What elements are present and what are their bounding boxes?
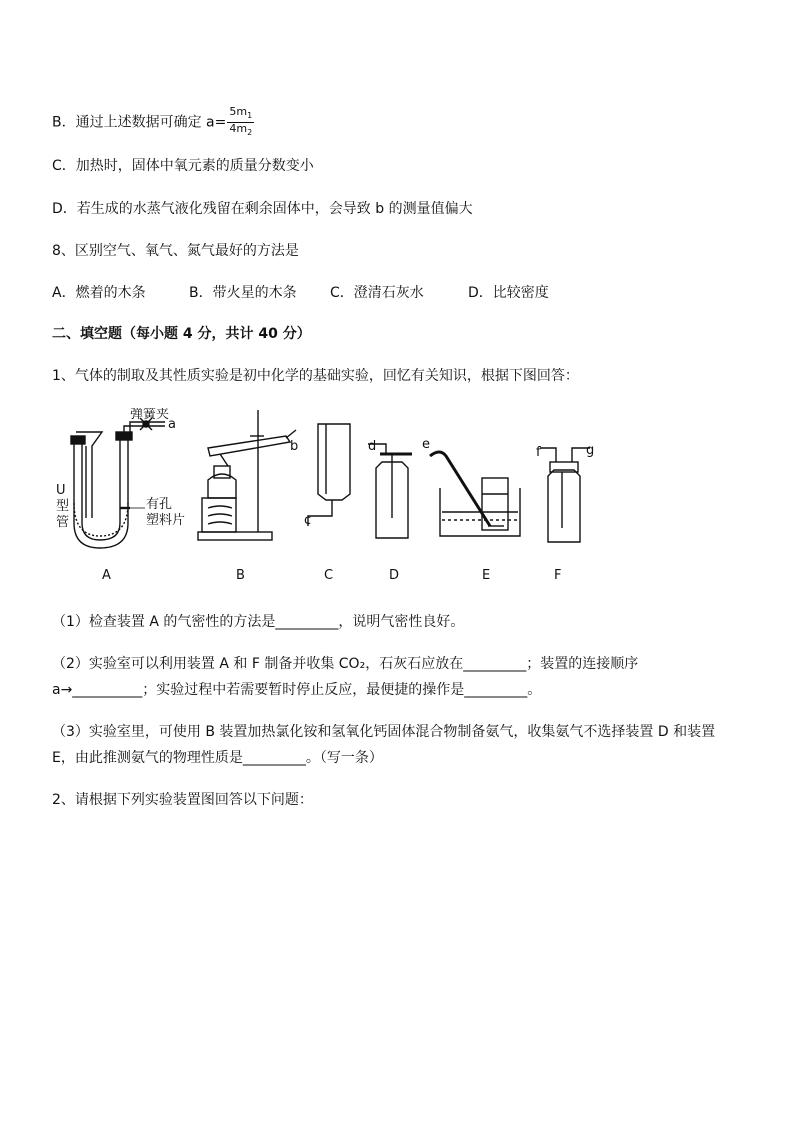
denominator-subscript: 2 [247, 128, 253, 138]
fill1-part3-line1: （3）实验室里，可使用 B 装置加热氯化铵和氢氧化钙固体混合物制备氨气，收集氨气不选择装置 D 和装置 [52, 724, 716, 740]
label-a-outlet: a [168, 417, 176, 432]
fill1-stem: 1、气体的制取及其性质实验是初中化学的基础实验，回忆有关知识，根据下图回答： [52, 368, 579, 384]
q8-option-c: C．澄清石灰水 [330, 285, 424, 301]
q8-options [52, 283, 549, 303]
q8-option-a: A．燃着的木条 [52, 285, 146, 301]
label-c-outlet: c [304, 513, 312, 528]
fill1-part2-line2: a→__________；实验过程中若需要暂时停止反应，最便捷的操作是_________。 [52, 682, 542, 698]
apparatus-f [540, 448, 590, 542]
apparatus-b [198, 410, 299, 540]
q7-option-b [52, 106, 254, 139]
q8-stem: 8、区别空气、氧气、氮气最好的方法是 [52, 243, 299, 259]
label-u-1: U [56, 483, 66, 498]
fraction-numerator: 5m [229, 105, 248, 118]
apparatus-d [368, 444, 412, 538]
q8-option-b: B．带火星的木条 [189, 285, 297, 301]
apparatus-label-f: F [554, 568, 562, 583]
label-b-outlet: b [290, 439, 299, 454]
label-g-outlet: g [586, 443, 595, 458]
apparatus-label-e: E [482, 568, 491, 583]
fill2-stem: 2、请根据下列实验装置图回答以下问题： [52, 792, 313, 808]
section-heading: 二、填空题（每小题 4 分，共计 40 分） [52, 326, 311, 342]
fill1-part2-line1: （2）实验室可以利用装置 A 和 F 制备并收集 CO₂，石灰石应放在_________；装置的连接顺序 [52, 656, 639, 672]
q7-option-c: C．加热时，固体中氧元素的质量分数变小 [52, 158, 314, 174]
q7-option-b-prefix: B．通过上述数据可确定 a= [52, 114, 227, 131]
label-d-outlet: d [368, 439, 377, 454]
apparatus-label-a: A [102, 568, 111, 583]
apparatus-label-c: C [324, 568, 334, 583]
apparatus-a [71, 418, 165, 548]
fill1-part1: （1）检查装置 A 的气密性的方法是_________，说明气密性良好。 [52, 614, 465, 630]
label-e-outlet: e [422, 437, 430, 452]
apparatus-label-b: B [236, 568, 245, 583]
fill1-part3-line2: E，由此推测氨气的物理性质是_________。（写一条） [52, 750, 383, 766]
q8-option-d: D．比较密度 [468, 285, 549, 301]
label-u-2: 型 [56, 499, 70, 514]
label-spring-clip: 弹簧夹 [130, 408, 170, 422]
apparatus-figure [50, 408, 610, 588]
apparatus-label-d: D [389, 568, 400, 583]
q7-option-d: D．若生成的水蒸气液化残留在剩余固体中，会导致 b 的测量值偏大 [52, 201, 473, 217]
numerator-subscript: 1 [247, 111, 253, 121]
label-hole-1: 有孔 [146, 497, 173, 512]
apparatus-c [308, 424, 350, 526]
apparatus-e [430, 452, 520, 536]
label-f-outlet: f [536, 445, 541, 460]
label-hole-2: 塑料片 [146, 513, 186, 528]
fraction [227, 106, 254, 139]
fraction-denominator: 4m [229, 122, 248, 136]
label-u-3: 管 [56, 515, 70, 530]
